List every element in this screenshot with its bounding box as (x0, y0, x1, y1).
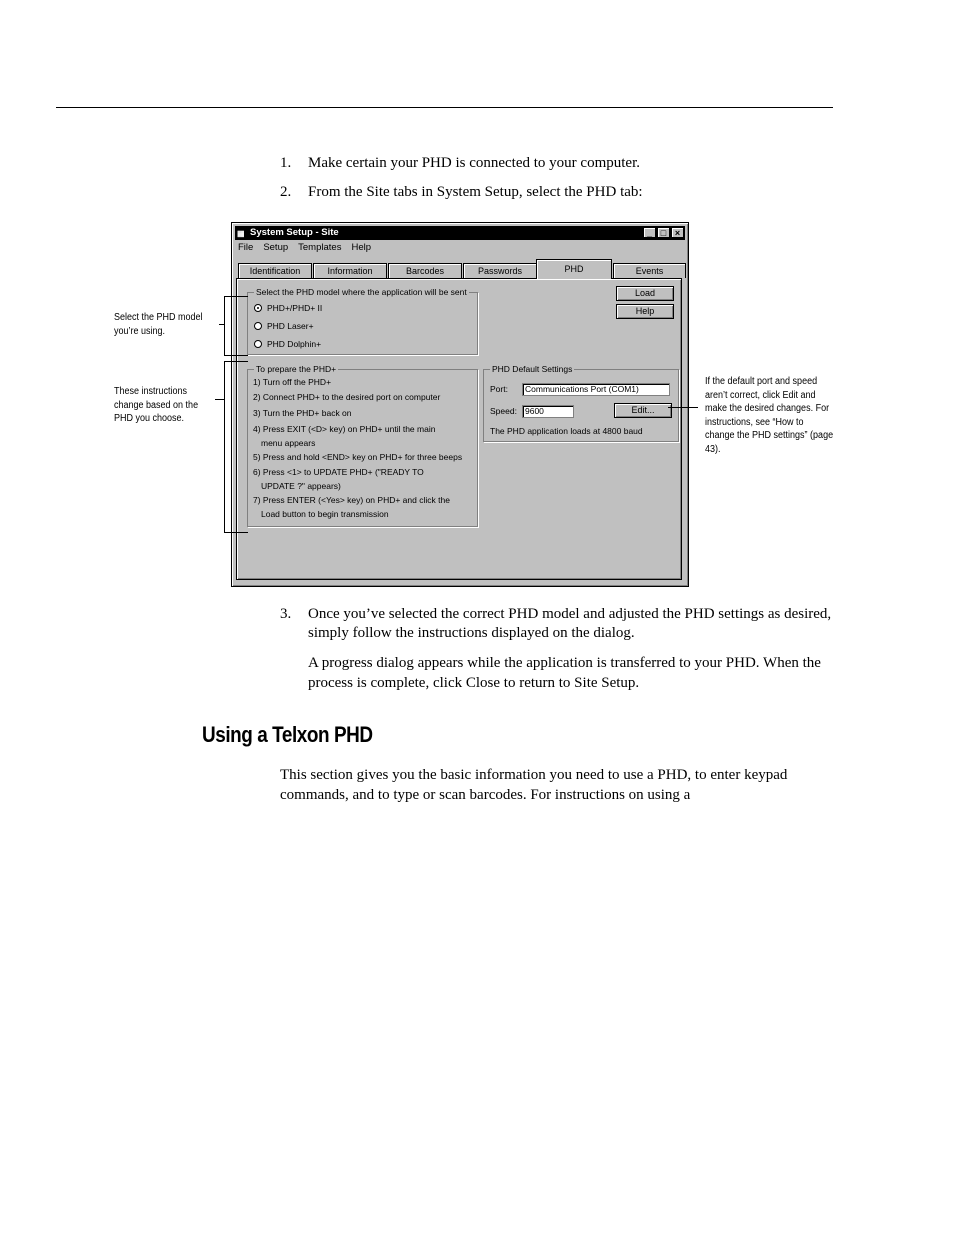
callout-instructions: These instructions change based on the PHD you choose. (114, 386, 199, 424)
step-number: 1. (280, 155, 292, 171)
step-number: 2. (280, 184, 292, 200)
phd-tab-panel (236, 278, 682, 580)
step-text: Make certain your PHD is connected to your computer. (308, 155, 640, 171)
speed-label: Speed: (490, 406, 517, 416)
radio-label: PHD+/PHD+ II (267, 303, 323, 313)
tab-barcodes[interactable]: Barcodes (388, 263, 462, 278)
window-titlebar (235, 226, 685, 240)
tab-phd[interactable]: PHD (536, 259, 612, 279)
port-label: Port: (490, 384, 508, 394)
callout-bracket (224, 361, 225, 533)
menu-bar (238, 242, 371, 253)
menu-templates[interactable]: Templates (298, 242, 342, 253)
radio-phd-plus[interactable] (254, 302, 322, 314)
step-text: Once you’ve selected the correct PHD model and adjusted the PHD settings as desired, simply follow the instructions displayed on the dialog. (308, 606, 832, 641)
instruction-line: 6) Press <1> to UPDATE PHD+ ("READY TO (253, 467, 424, 477)
callout-bracket (224, 355, 248, 356)
tab-information[interactable]: Information (313, 263, 387, 278)
section-body: This section gives you the basic information you need to use a PHD, to enter keypad commands, and to type or scan barcodes. For instructions on using a (280, 767, 788, 803)
tab-events[interactable]: Events (613, 263, 686, 278)
close-icon[interactable]: × (671, 227, 684, 238)
instruction-line: UPDATE ?" appears) (261, 481, 341, 491)
radio-label: PHD Laser+ (267, 321, 314, 331)
maximize-icon[interactable]: □ (657, 227, 670, 238)
callout-edit: If the default port and speed aren’t correct, click Edit and make the desired changes. For instructions, see “How to change the PHD settings” (page 43). (705, 376, 834, 455)
tab-passwords[interactable]: Passwords (463, 263, 537, 278)
radio-empty-icon (254, 340, 262, 348)
menu-setup[interactable]: Setup (263, 242, 289, 253)
model-group (247, 287, 478, 355)
defaults-group-legend: PHD Default Settings (492, 364, 573, 374)
callout-leader (668, 407, 698, 408)
app-icon: ▦ (237, 229, 245, 238)
section-heading: Using a Telxon PHD (202, 722, 373, 747)
radio-phd-laser[interactable] (254, 320, 314, 332)
callout-bracket (224, 361, 248, 362)
model-group-legend: Select the PHD model where the application will be sent (256, 287, 467, 297)
defaults-group (483, 364, 679, 442)
system-setup-window (231, 222, 689, 587)
instruction-line: menu appears (261, 438, 316, 448)
minimize-icon[interactable]: _ (643, 227, 656, 238)
radio-empty-icon (254, 322, 262, 330)
port-field[interactable]: Communications Port (COM1) (522, 383, 670, 396)
instruction-line: 4) Press EXIT (<D> key) on PHD+ until the main (253, 424, 436, 434)
radio-phd-dolphin[interactable] (254, 338, 321, 350)
radio-selected-icon (254, 304, 262, 312)
instruction-line: 7) Press ENTER (<Yes> key) on PHD+ and click the (253, 495, 450, 505)
help-button[interactable]: Help (616, 304, 674, 319)
load-button[interactable]: Load (616, 286, 674, 301)
tab-strip (238, 261, 686, 279)
header-rule (56, 107, 833, 108)
step-text: From the Site tabs in System Setup, select the PHD tab: (308, 184, 643, 200)
callout-bracket (224, 532, 248, 533)
window-title: System Setup - Site (250, 227, 339, 238)
tab-identification[interactable]: Identification (238, 263, 312, 278)
callout-bracket (224, 296, 225, 356)
menu-help[interactable]: Help (351, 242, 371, 253)
instruction-line: 2) Connect PHD+ to the desired port on computer (253, 392, 441, 402)
step-3 (280, 605, 840, 645)
step-number: 3. (280, 606, 292, 622)
instruction-line: 1) Turn off the PHD+ (253, 377, 332, 387)
prepare-group (247, 364, 478, 527)
radio-label: PHD Dolphin+ (267, 339, 322, 349)
step-3-followup: A progress dialog appears while the application is transferred to your PHD. When the process is complete, click Close to return to Site Setup. (308, 655, 821, 691)
callout-bracket (224, 296, 248, 297)
callout-model: Select the PHD model you’re using. (114, 312, 203, 337)
instruction-line: 5) Press and hold <END> key on PHD+ for three beeps (253, 452, 463, 462)
prepare-group-legend: To prepare the PHD+ (256, 364, 337, 374)
instruction-line: Load button to begin transmission (261, 509, 389, 519)
edit-button[interactable]: Edit... (614, 403, 672, 418)
menu-file[interactable]: File (238, 242, 254, 253)
baud-note: The PHD application loads at 4800 baud (490, 426, 643, 436)
instruction-line: 3) Turn the PHD+ back on (253, 408, 352, 418)
speed-field[interactable]: 9600 (522, 405, 574, 418)
